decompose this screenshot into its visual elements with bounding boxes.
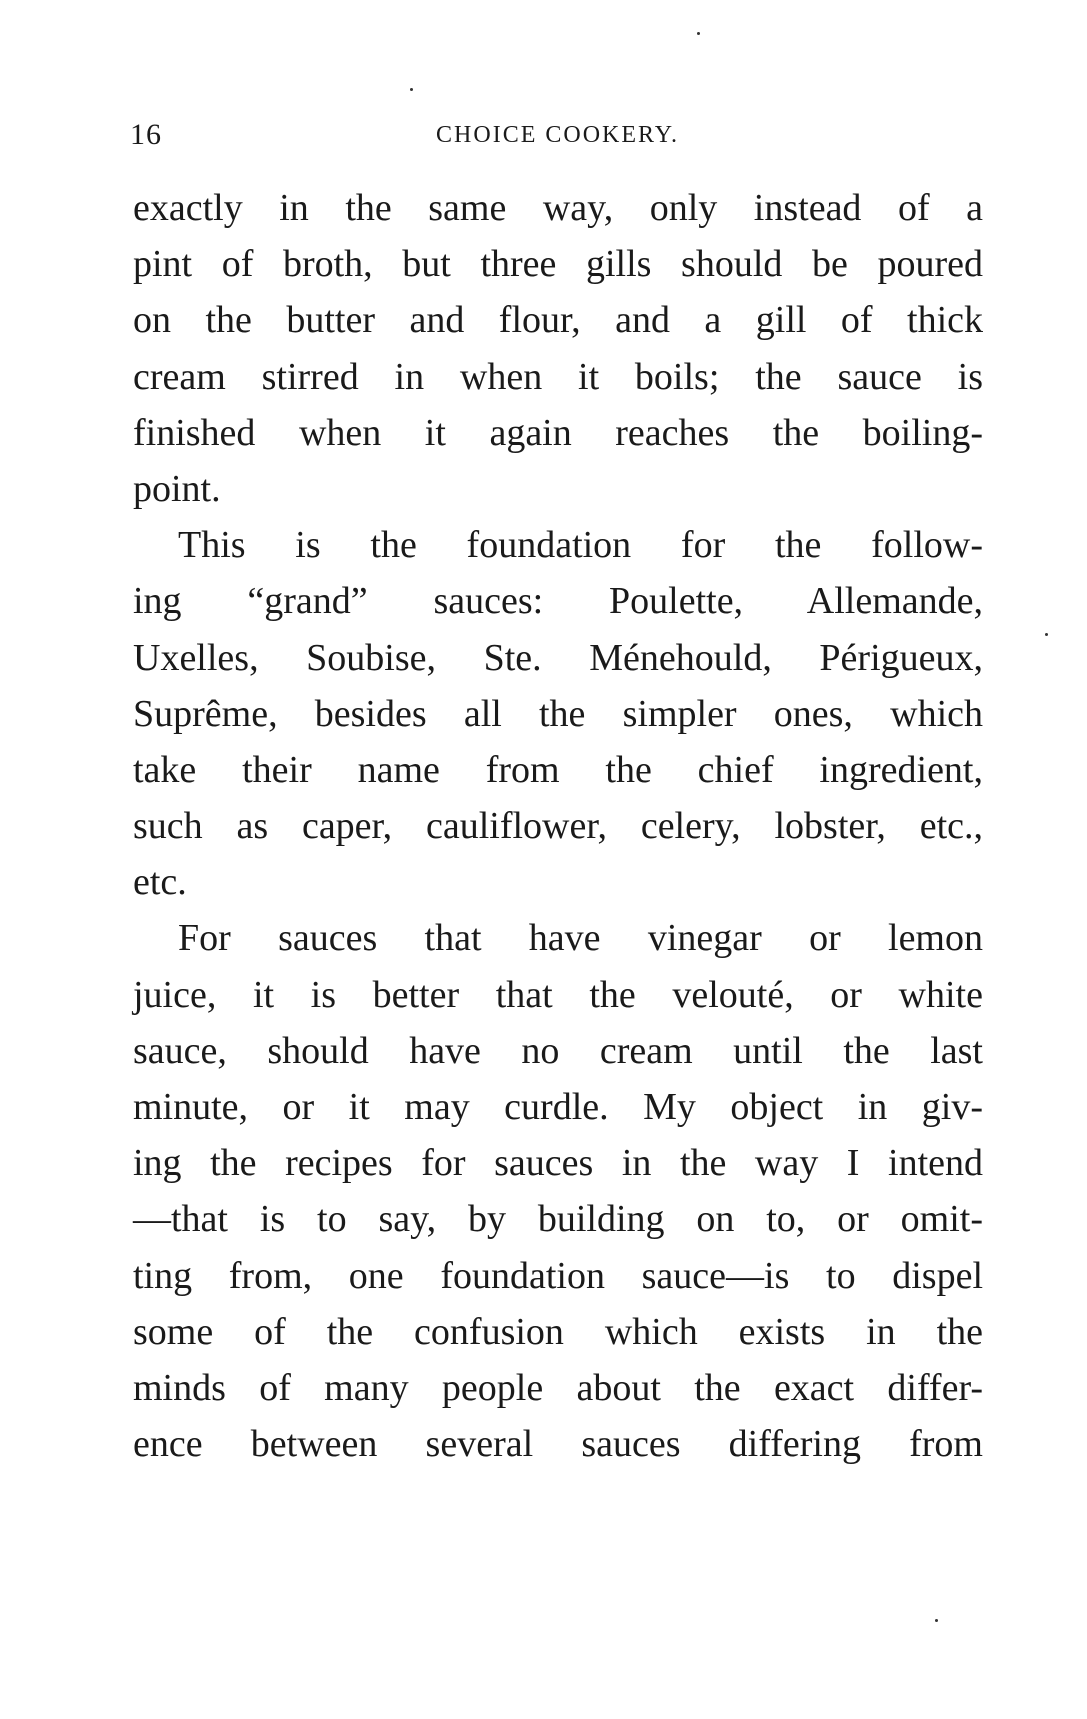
text-line: ing “grand” sauces: Poulette, Allemande, [133,580,983,623]
text-line: ting from, one foundation sauce—is to dispel [133,1254,983,1297]
text-line: pint of broth, but three gills should be poured [133,243,983,286]
print-speck [697,32,700,35]
text-line: juice, it is better that the velouté, or white [133,973,983,1016]
text-line: Suprême, besides all the simpler ones, which [133,692,983,735]
body-text [133,180,983,1472]
text-line: exactly in the same way, only instead of a [133,187,983,229]
text-line: ing the recipes for sauces in the way I intend [133,1142,983,1185]
paragraph-start-line: This is the foundation for the follow- [178,524,983,567]
text-line: minds of many people about the exact differ- [133,1366,983,1409]
print-speck [1045,633,1048,636]
page-number: 16 [130,118,162,151]
text-line: take their name from the chief ingredient, [133,748,983,791]
running-title: CHOICE COOKERY. [436,122,679,148]
print-speck [935,1619,938,1622]
text-line: etc. [133,861,187,904]
text-line: Uxelles, Soubise, Ste. Ménehould, Périgueux, [133,636,983,679]
text-line: ence between several sauces differing from [133,1423,983,1466]
paragraph-start-line: For sauces that have vinegar or lemon [178,917,983,960]
text-line: minute, or it may curdle. My object in giv- [133,1086,983,1128]
text-line: sauce, should have no cream until the last [133,1029,983,1072]
print-speck [410,88,413,91]
text-line: on the butter and flour, and a gill of thick [133,299,983,342]
text-line: point. [133,467,221,510]
text-line: finished when it again reaches the boiling- [133,411,983,454]
text-line: cream stirred in when it boils; the sauce is [133,355,983,398]
text-line: —that is to say, by building on to, or omit- [133,1198,983,1241]
page-header [130,118,985,158]
text-line: such as caper, cauliflower, celery, lobster, etc., [133,805,983,848]
text-line: some of the confusion which exists in the [133,1310,983,1353]
